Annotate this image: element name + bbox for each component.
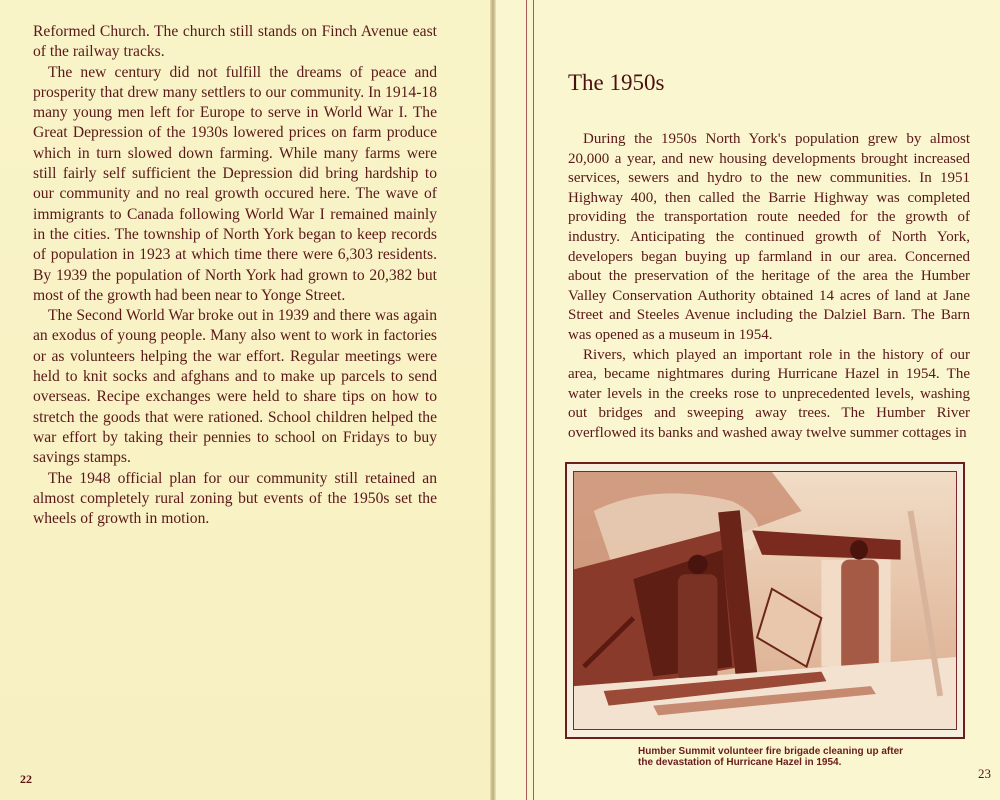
paragraph: During the 1950s North York's population grew by almost 20,000 a year, and new housing developments brought increased services, sewers and hydro to the new communities. In 1951 Highway 400, then called the Barrie Highway was completed providing the transportation route needed for the growth of industry. Anticipating the continued growth of North York, developers began buying up farmland in our area. Concerned about the preservation of the heritage of the area the Humber Valley Conservation Authority obtained 14 acres of land at Jane Street and Steeles Avenue including the Dalziel Barn. The Barn was opened as a museum in 1954. (568, 131, 970, 343)
photo-illustration (574, 472, 956, 729)
photo-caption (638, 746, 938, 768)
margin-rule (533, 0, 534, 800)
paragraph: The Second World War broke out in 1939 and there was again an exodus of young people. Many also went to work in factories or as volunteers helping the war effort. Regular meetings were held to knit socks and afghans and to make up parcels to send overseas. Recipe exchanges were held to share tips on how to stretch the goods that were rationed. School children helped the war effort by taking their pennies to school on Fridays to buy savings stamps. (33, 307, 437, 467)
section-heading: The 1950s (568, 70, 665, 95)
hurricane-hazel-photo (573, 471, 957, 730)
paragraph: Rivers, which played an important role in the history of our area, became nightmares during Hurricane Hazel in 1954. The water levels in the creeks rose to unprecedented levels, washing out bridges and sweeping away trees. The Humber River overflowed its banks and washed away twelve summer cottages in (568, 346, 970, 441)
left-text-column (33, 22, 437, 529)
page-number-right: 23 (978, 766, 991, 781)
book-spine (490, 0, 496, 800)
paragraph: The 1948 official plan for our community still retained an almost completely rural zoning but events of the 1950s set the wheels of growth in motion. (33, 469, 437, 528)
caption-line: the devastation of Hurricane Hazel in 1954. (638, 757, 842, 768)
photo-frame (565, 462, 965, 739)
page-number-left: 22 (20, 772, 32, 786)
margin-rule (526, 0, 527, 800)
caption-line: Humber Summit volunteer fire brigade cleaning up after (638, 746, 904, 757)
paragraph: The new century did not fulfill the dreams of peace and prosperity that drew many settlers to our community. In 1914-18 many young men left for Europe to serve in World War I. The Great Depression of the 1930s lowered prices on farm produce which in turn slowed down farming. While many farms were still fairly self sufficient the Depression did bring hardship to our community and no real growth occured here. The wave of immigrants to Canada following World War I remained mainly in the cities. The township of North York began to keep records of population in 1923 at which time there were 6,303 residents. By 1939 the population of North York had grown to 20,382 but most of the growth had been near to Yonge Street. (33, 63, 437, 304)
paragraph: Reformed Church. The church still stands on Finch Avenue east of the railway tracks. (33, 23, 437, 61)
right-text-column (568, 130, 970, 444)
